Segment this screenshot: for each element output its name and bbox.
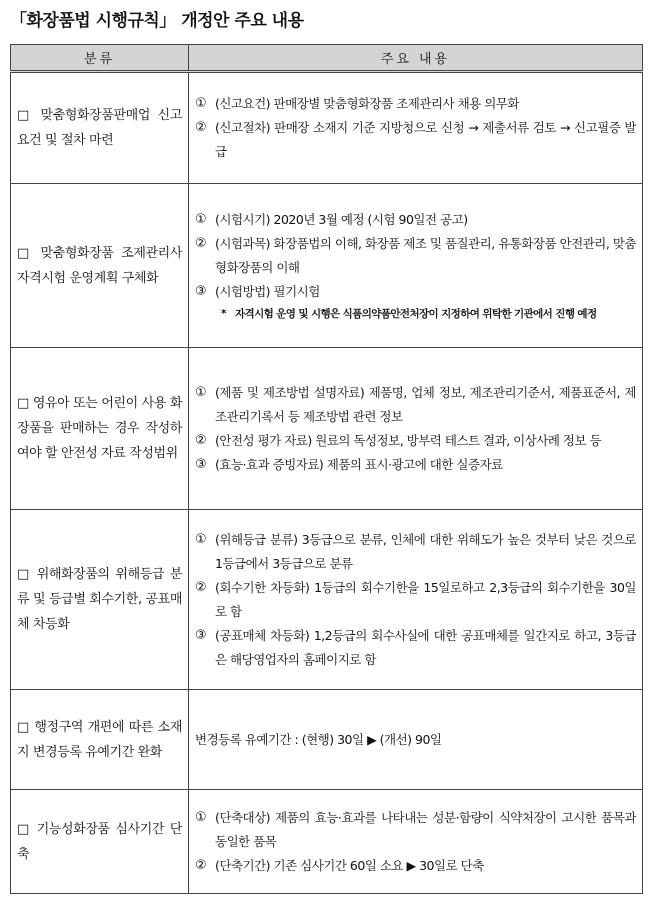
item-text: (신고요건) 판매장별 맞춤형화장품 조제관리사 채용 의무화 — [215, 96, 519, 111]
table-row — [11, 790, 643, 894]
header-content: 주요 내용 — [189, 45, 643, 72]
item-number: ① — [195, 809, 207, 825]
item-text: (신고절차) 판매장 소재지 기준 지방청으로 신청 → 제출서류 검토 → 신고필증 발급 — [215, 120, 636, 159]
list-item — [195, 232, 636, 280]
item-number: ① — [195, 384, 207, 400]
amendment-table — [10, 44, 643, 894]
item-text: (시험방법) 필기시험 — [215, 283, 320, 299]
item-number: ② — [195, 235, 207, 251]
item-number: ① — [195, 531, 207, 547]
footnote — [195, 304, 636, 324]
list-item — [195, 624, 636, 672]
note-text: 자격시험 운영 및 시행은 식품의약품안전처장이 지정하여 위탁한 기관에서 진행 예정 — [235, 307, 597, 320]
item-text: (회수기한 차등화) 1등급의 회수기한을 15일로하고 2,3등급의 회수기한을 30일로 함 — [215, 579, 636, 619]
item-number: ② — [195, 432, 207, 448]
item-number: ② — [195, 579, 207, 595]
item-number: ③ — [195, 456, 207, 472]
item-text: (단축대상) 제품의 효능·효과를 나타내는 성분·함량이 식약처장이 고시한 품목과 동일한 품목 — [215, 809, 636, 849]
item-text: (단축기간) 기존 심사기간 60일 소요 ▶ 30일로 단축 — [215, 857, 484, 873]
row-category: □ 위해화장품의 위해등급 분류 및 등급별 회수기한, 공표매체 차등화 — [11, 510, 189, 690]
row-content — [189, 348, 643, 510]
row-category: □ 기능성화장품 심사기간 단축 — [11, 790, 189, 894]
list-item — [195, 576, 636, 624]
list-item — [195, 280, 636, 304]
item-number: ① — [195, 96, 207, 111]
item-text: (안전성 평가 자료) 원료의 독성정보, 방부력 테스트 결과, 이상사례 정보 등 — [215, 432, 602, 448]
row-content — [189, 690, 643, 790]
item-number: ② — [195, 120, 207, 135]
row-category: □ 영유아 또는 어린이 사용 화장품을 판매하는 경우 작성하여야 할 안전성 자료 작성범위 — [11, 348, 189, 510]
row-category: □ 맞춤형화장품판매업 신고요건 및 절차 마련 — [11, 72, 189, 184]
list-item — [195, 208, 636, 232]
header-category: 분류 — [11, 45, 189, 72]
note-mark: * — [221, 307, 226, 320]
item-number: ③ — [195, 627, 207, 643]
list-item — [195, 92, 636, 116]
list-item — [195, 854, 636, 878]
list-item — [195, 806, 636, 854]
item-text: (시험과목) 화장품법의 이해, 화장품 제조 및 품질관리, 유통화장품 안전관리, 맞춤형화장품의 이해 — [215, 235, 636, 275]
item-number: ① — [195, 211, 207, 227]
table-header-row — [11, 45, 643, 72]
item-text: (제품 및 제조방법 설명자료) 제품명, 업체 정보, 제조관리기준서, 제품표준서, 제조관리기록서 등 제조방법 관련 정보 — [215, 384, 636, 424]
row-content — [189, 790, 643, 894]
table-row — [11, 72, 643, 184]
list-item — [195, 381, 636, 429]
row-content — [189, 72, 643, 184]
row-content — [189, 184, 643, 348]
table-row — [11, 510, 643, 690]
item-text: (효능·효과 증빙자료) 제품의 표시·광고에 대한 실증자료 — [215, 456, 503, 472]
table-row — [11, 348, 643, 510]
item-number: ② — [195, 857, 207, 873]
list-item — [195, 453, 636, 477]
item-text: (위해등급 분류) 3등급으로 분류, 인체에 대한 위해도가 높은 것부터 낮은 것으로 1등급에서 3등급으로 분류 — [215, 531, 636, 571]
item-text: (공표매체 차등화) 1,2등급의 회수사실에 대한 공표매체를 일간지로 하고, 3등급은 해당영업자의 홈페이지로 함 — [215, 627, 636, 667]
list-item — [195, 528, 636, 576]
table-row — [11, 690, 643, 790]
table-row — [11, 184, 643, 348]
list-item — [195, 429, 636, 453]
item-text: (시험시기) 2020년 3월 예정 (시험 90일전 공고) — [215, 211, 468, 227]
row-category: □ 맞춤형화장품 조제관리사 자격시험 운영계획 구체화 — [11, 184, 189, 348]
row-plain-text: 변경등록 유예기간 : (현행) 30일 ▶ (개선) 90일 — [195, 731, 442, 747]
item-number: ③ — [195, 283, 207, 299]
list-item — [195, 116, 636, 164]
row-content — [189, 510, 643, 690]
row-category: □ 행정구역 개편에 따른 소재지 변경등록 유예기간 완화 — [11, 690, 189, 790]
page-title: 「화장품법 시행규칙」 개정안 주요 내용 — [10, 11, 304, 31]
